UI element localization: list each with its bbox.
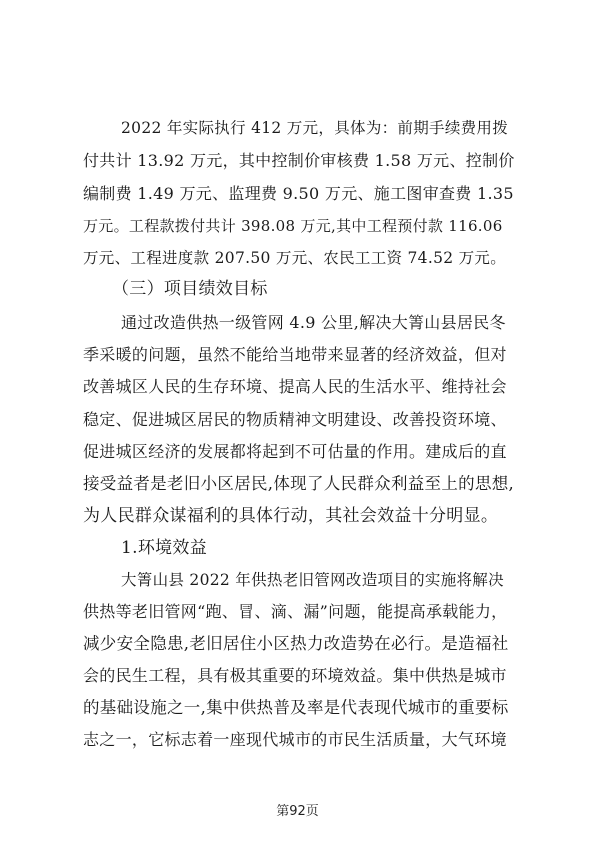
paragraph-line: 的基础设施之一,集中供热普及率是代表现代城市的重要标 xyxy=(83,698,509,717)
paragraph-line: 编制费 1.49 万元、监理费 9.50 万元、施工图审查费 1.35 xyxy=(83,184,514,203)
paragraph-line: 改善城区人民的生存环境、提高人民的生活水平、维持社会 xyxy=(83,377,507,396)
paragraph-line: 通过改造供热一级管网 4.9 公里,解决大箐山县居民冬 xyxy=(121,313,506,332)
paragraph-line: 付共计 13.92 万元，其中控制价审核费 1.58 万元、控制价 xyxy=(83,151,515,170)
paragraph-line: 接受益者是老旧小区居民,体现了人民群众利益至上的思想, xyxy=(83,474,515,493)
paragraph-line: 季采暖的问题，虽然不能给当地带来显著的经济效益，但对 xyxy=(83,345,507,364)
paragraph-line: 万元、工程进度款 207.50 万元、农民工工资 74.52 万元。 xyxy=(83,249,507,267)
paragraph-line: 减少安全隐患,老旧居住小区热力改造势在必行。是造福社 xyxy=(83,634,509,653)
paragraph-line: 志之一，它标志着一座现代城市的市民生活质量，大气环境 xyxy=(83,730,507,749)
paragraph-line: 会的民生工程，具有极其重要的环境效益。集中供热是城市 xyxy=(83,666,507,685)
paragraph-line: 促进城区经济的发展都将起到不可估量的作用。建成后的直 xyxy=(83,442,507,461)
paragraph-line: 为人民群众谋福利的具体行动，其社会效益十分明显。 xyxy=(83,506,499,526)
paragraph-line: 大箐山县 2022 年供热老旧管网改造项目的实施将解决 xyxy=(121,571,504,589)
paragraph-line: 稳定、促进城区居民的物质精神文明建设、改善投资环境、 xyxy=(83,410,507,429)
paragraph-line: 2022 年实际执行 412 万元，具体为：前期手续费用拨 xyxy=(121,119,509,137)
paragraph-line: 万元。工程款拨付共计 398.08 万元,其中工程预付款 116.06 xyxy=(83,217,503,235)
page-number: 第92页 xyxy=(276,804,319,819)
paragraph-line: 供热等老旧管网“跑、冒、滴、漏”问题，能提高承载能力， xyxy=(83,602,508,621)
section-heading: （三）项目绩效目标 xyxy=(112,279,268,299)
subsection-heading: 1.环境效益 xyxy=(121,538,208,558)
